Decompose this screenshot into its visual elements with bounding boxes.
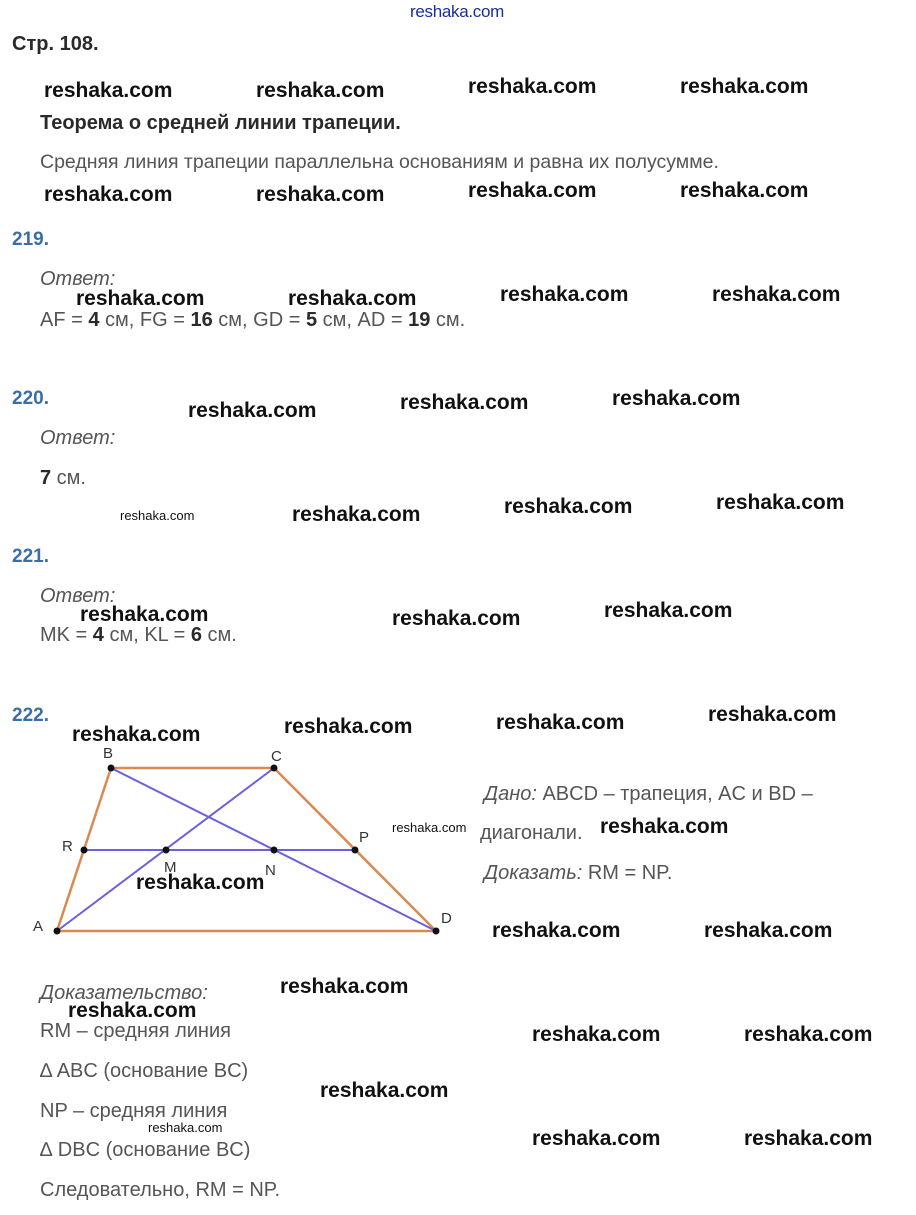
label-p: P bbox=[359, 829, 370, 846]
label-n: N bbox=[265, 862, 276, 879]
point-n bbox=[271, 847, 278, 854]
answer-label-220: Ответ: bbox=[40, 427, 116, 449]
proof-line-1: RM – средняя линия bbox=[40, 1020, 231, 1042]
label-m: M bbox=[164, 859, 177, 876]
point-m bbox=[163, 847, 170, 854]
point-d bbox=[433, 928, 440, 935]
prove-block: Доказать: RM = NP. bbox=[484, 862, 673, 884]
watermark: reshaka.com bbox=[532, 1023, 661, 1046]
watermark: reshaka.com bbox=[392, 820, 467, 835]
watermark: reshaka.com bbox=[744, 1023, 873, 1046]
watermark: reshaka.com bbox=[76, 287, 205, 310]
given-block: Дано: ABCD – трапеция, AC и BD – bbox=[484, 783, 813, 805]
watermark: reshaka.com bbox=[468, 75, 597, 98]
task-number-220: 220. bbox=[12, 388, 49, 409]
diagonals bbox=[57, 768, 436, 931]
watermark: reshaka.com bbox=[604, 599, 733, 622]
watermark: reshaka.com bbox=[500, 283, 629, 306]
task-number-219: 219. bbox=[12, 229, 49, 250]
watermark: reshaka.com bbox=[492, 919, 621, 942]
watermark: reshaka.com bbox=[468, 179, 597, 202]
watermark: reshaka.com bbox=[708, 703, 837, 726]
watermark: reshaka.com bbox=[744, 1127, 873, 1150]
watermark: reshaka.com bbox=[496, 711, 625, 734]
watermark: reshaka.com bbox=[504, 495, 633, 518]
watermark: reshaka.com bbox=[600, 815, 729, 838]
proof-line-2: ∆ ABC (основание BC) bbox=[40, 1060, 249, 1082]
task-number-221: 221. bbox=[12, 546, 49, 567]
watermark: reshaka.com bbox=[68, 999, 197, 1022]
task-number-222: 222. bbox=[12, 705, 49, 726]
site-header-link[interactable]: reshaka.com bbox=[410, 2, 505, 21]
watermark: reshaka.com bbox=[716, 491, 845, 514]
point-r bbox=[81, 847, 88, 854]
watermark: reshaka.com bbox=[288, 287, 417, 310]
label-d: D bbox=[441, 910, 452, 927]
watermark: reshaka.com bbox=[532, 1127, 661, 1150]
watermark: reshaka.com bbox=[392, 607, 521, 630]
label-a: A bbox=[33, 918, 44, 935]
watermark: reshaka.com bbox=[72, 723, 201, 746]
point-b bbox=[108, 765, 115, 772]
point-a bbox=[54, 928, 61, 935]
proof-label: Доказательство: bbox=[40, 982, 208, 1004]
watermark: reshaka.com bbox=[188, 399, 317, 422]
answer-221: MK = 4 см, KL = 6 см. bbox=[40, 624, 237, 646]
point-c bbox=[271, 765, 278, 772]
label-c: C bbox=[271, 748, 282, 765]
watermark: reshaka.com bbox=[148, 1120, 223, 1135]
watermark: reshaka.com bbox=[400, 391, 529, 414]
proof-line-4: ∆ DBC (основание BC) bbox=[40, 1139, 251, 1161]
theorem-title: Теорема о средней линии трапеции. bbox=[40, 112, 401, 134]
watermark: reshaka.com bbox=[284, 715, 413, 738]
watermark: reshaka.com bbox=[292, 503, 421, 526]
watermark: reshaka.com bbox=[680, 75, 809, 98]
given-text-2: диагонали. bbox=[480, 822, 583, 844]
answer-220: 7 см. bbox=[40, 467, 86, 489]
watermark: reshaka.com bbox=[44, 183, 173, 206]
proof-line-3: NP – средняя линия bbox=[40, 1100, 228, 1122]
proof-line-5: Следовательно, RM = NP. bbox=[40, 1179, 281, 1201]
label-b: B bbox=[103, 745, 114, 762]
answer-219: AF = 4 см, FG = 16 см, GD = 5 см, AD = 19 см. bbox=[40, 309, 466, 331]
watermark: reshaka.com bbox=[320, 1079, 449, 1102]
watermark: reshaka.com bbox=[256, 183, 385, 206]
answer-label-221: Ответ: bbox=[40, 585, 116, 607]
watermark: reshaka.com bbox=[120, 508, 195, 523]
point-p bbox=[352, 847, 359, 854]
label-r: R bbox=[62, 838, 73, 855]
watermark: reshaka.com bbox=[136, 871, 265, 894]
watermark: reshaka.com bbox=[280, 975, 409, 998]
watermark: reshaka.com bbox=[712, 283, 841, 306]
watermark: reshaka.com bbox=[680, 179, 809, 202]
watermark: reshaka.com bbox=[256, 79, 385, 102]
page-number: Стр. 108. bbox=[12, 33, 99, 55]
theorem-text: Средняя линия трапеции параллельна основаниям и равна их полусумме. bbox=[40, 151, 719, 173]
watermark: reshaka.com bbox=[80, 603, 209, 626]
watermark: reshaka.com bbox=[612, 387, 741, 410]
watermark: reshaka.com bbox=[44, 79, 173, 102]
answer-label-219: Ответ: bbox=[40, 268, 116, 290]
watermark: reshaka.com bbox=[704, 919, 833, 942]
